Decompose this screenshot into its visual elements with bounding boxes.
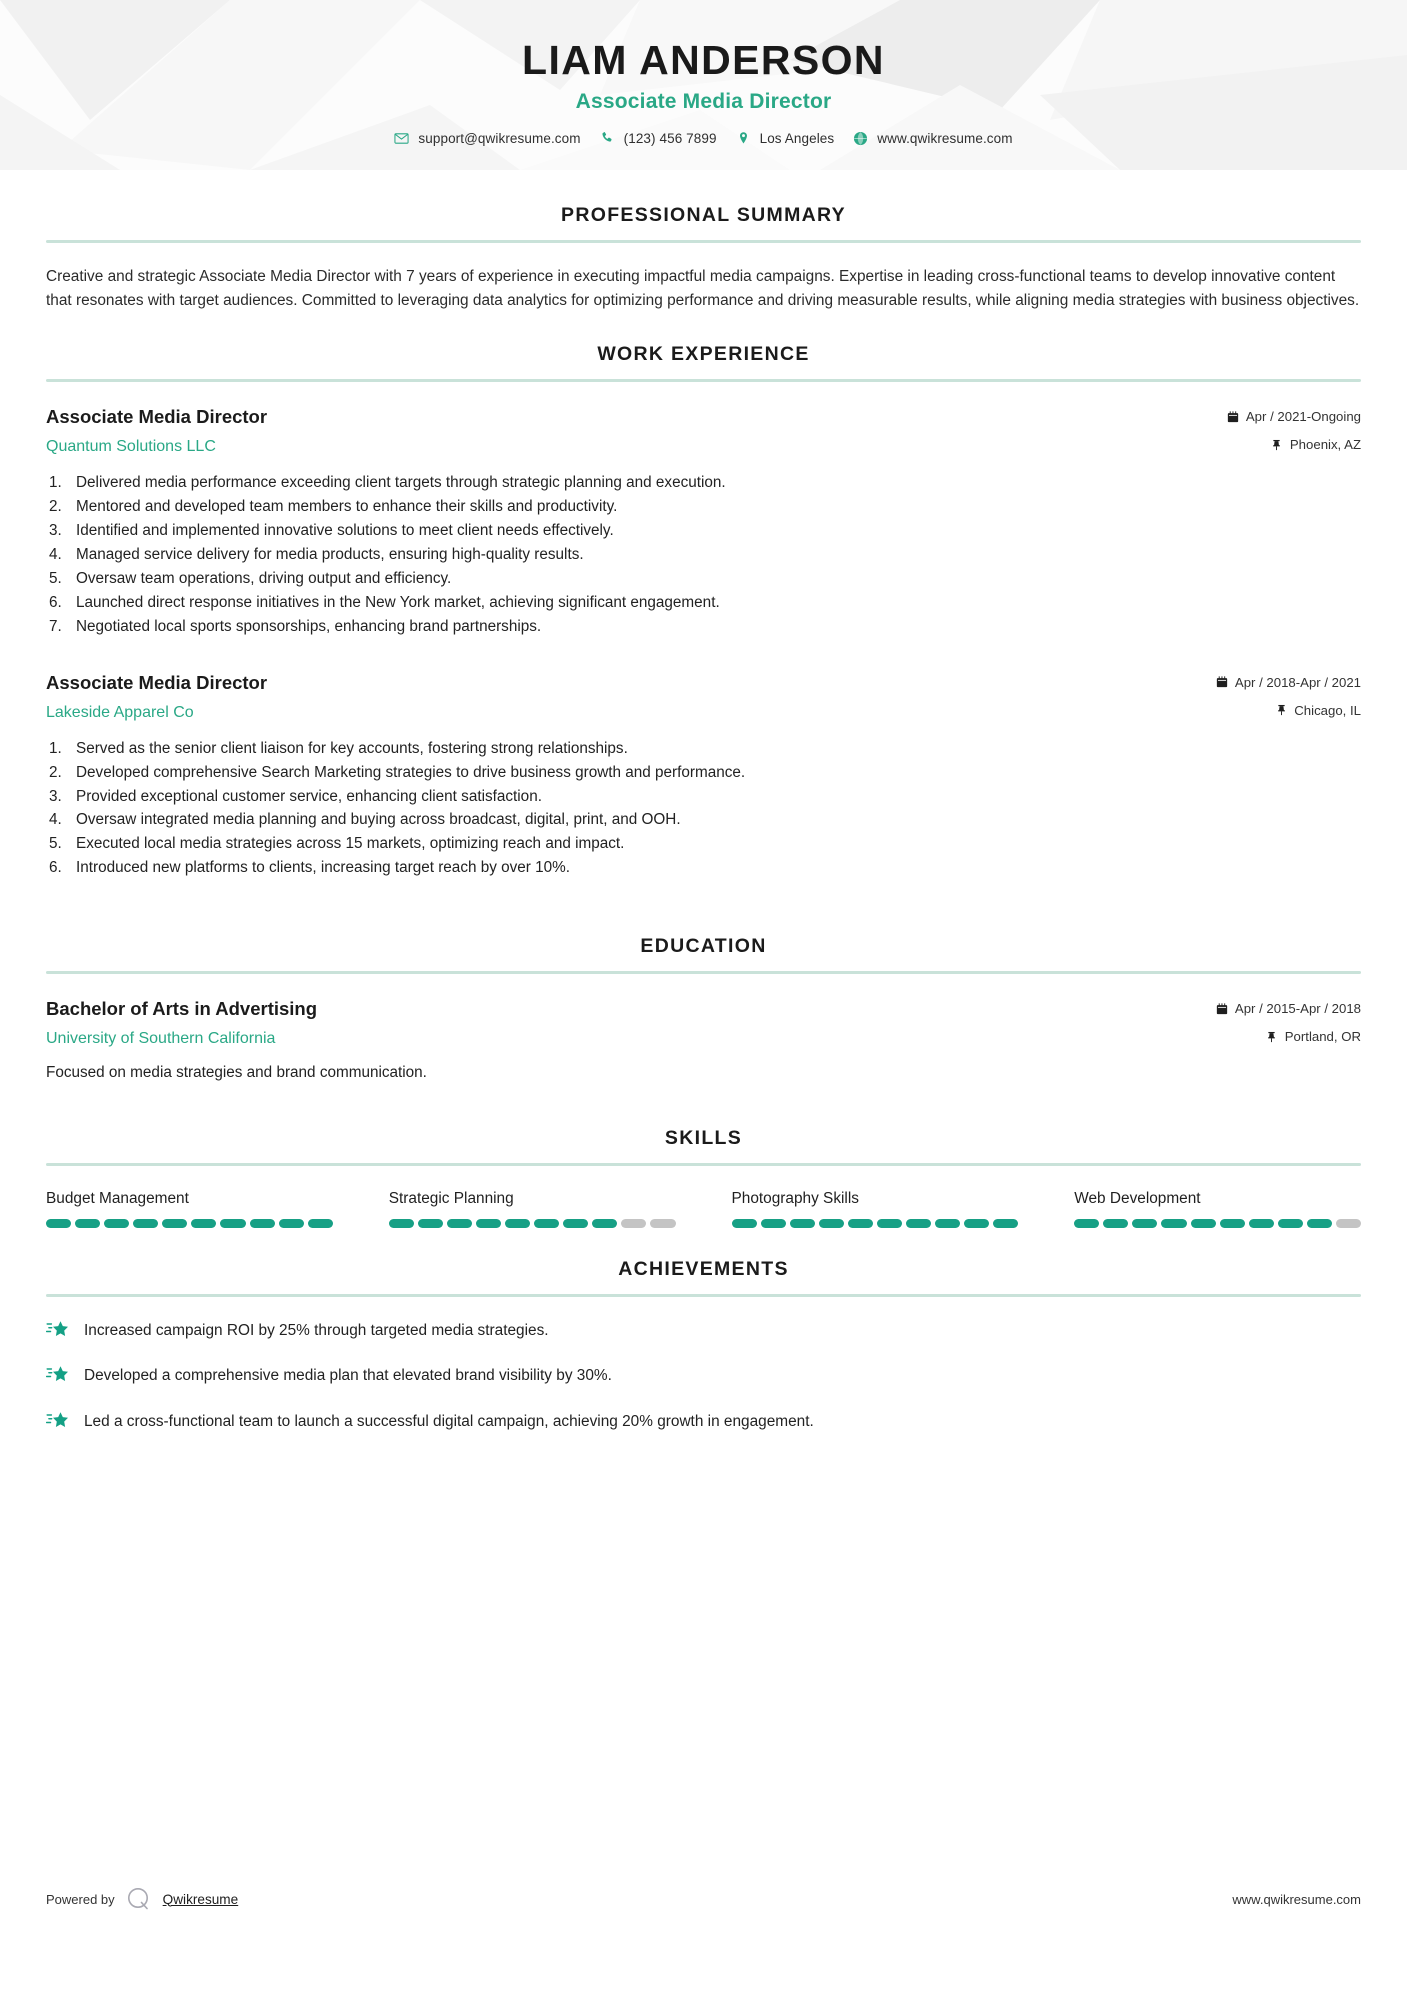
skill-meter-segment [191, 1219, 216, 1228]
work-entry-header [46, 671, 1361, 724]
work-bullet [46, 809, 1361, 832]
skill-meter-segment [877, 1219, 902, 1228]
skill-meter-segment [104, 1219, 129, 1228]
bullet-number: 3. [49, 787, 62, 805]
section-divider [46, 379, 1361, 382]
calendar-icon [1216, 1002, 1228, 1015]
work-location: Phoenix, AZ [1289, 437, 1361, 453]
section-divider [46, 1163, 1361, 1166]
section-divider [46, 1294, 1361, 1297]
work-entry-header [46, 405, 1361, 458]
email-icon [394, 131, 409, 146]
work-entry-left [46, 671, 1216, 724]
skill-meter-segment [476, 1219, 501, 1228]
work-bullet [46, 568, 1361, 591]
resume-content [0, 204, 1407, 1433]
footer-url: www.qwikresume.com [1232, 1891, 1361, 1907]
phone-icon [600, 131, 615, 146]
skill-meter-segment [906, 1219, 931, 1228]
bullet-number: 6. [49, 859, 62, 877]
work-entry-meta [1227, 405, 1361, 452]
skill-meter-segment [220, 1219, 245, 1228]
candidate-job-title: Associate Media Director [575, 89, 832, 113]
work-dates: Apr / 2021-Ongoing [1245, 409, 1361, 425]
skill-meter-segment [308, 1219, 333, 1228]
section-title-skills: SKILLS [664, 1127, 743, 1150]
skill-meter-segment [761, 1219, 786, 1228]
skill-meter-segment [1161, 1219, 1186, 1228]
skill-meter-segment [418, 1219, 443, 1228]
skill-meter-segment [534, 1219, 559, 1228]
skill-meter-segment [935, 1219, 960, 1228]
bullet-text: Oversaw integrated media planning and buying across broadcast, digital, print, and OOH. [76, 811, 681, 829]
education-dates-line [1216, 1001, 1361, 1016]
bullet-number: 4. [49, 546, 62, 564]
work-bullets [46, 738, 1361, 881]
qwikresume-link[interactable]: Qwikresume [162, 1891, 239, 1907]
achievement-text: Developed a comprehensive media plan that elevated brand visibility by 30%. [84, 1367, 612, 1385]
skill-meter-segment [447, 1219, 472, 1228]
skill-meter-segment [563, 1219, 588, 1228]
section-divider [46, 971, 1361, 974]
skill-meter-segment [389, 1219, 414, 1228]
skill-rating-meter [1074, 1219, 1361, 1228]
bullet-number: 2. [49, 498, 62, 516]
skill-item [1074, 1190, 1361, 1228]
section-title-work: WORK EXPERIENCE [597, 343, 810, 366]
skill-rating-meter [46, 1219, 333, 1228]
education-school: University of Southern California [46, 1030, 276, 1048]
skill-meter-segment [592, 1219, 617, 1228]
bullet-text: Provided exceptional customer service, enhancing client satisfaction. [76, 787, 542, 805]
education-description: Focused on media strategies and brand communication. [46, 1064, 427, 1082]
education-dates: Apr / 2015-Apr / 2018 [1234, 1001, 1361, 1017]
education-degree: Bachelor of Arts in Advertising [46, 998, 318, 1020]
education-location-line [1216, 1029, 1361, 1044]
spacer [46, 1085, 1361, 1127]
section-achievements [46, 1258, 1361, 1433]
work-bullet [46, 592, 1361, 615]
contact-email[interactable] [390, 131, 584, 146]
work-bullet [46, 857, 1361, 880]
work-entry [46, 405, 1361, 638]
skill-meter-segment [819, 1219, 844, 1228]
contact-phone[interactable] [596, 131, 721, 146]
education-entry-header [46, 997, 1361, 1050]
skill-meter-segment [1336, 1219, 1361, 1228]
section-professional-summary [46, 204, 1361, 313]
contact-location[interactable] [732, 131, 839, 146]
contact-email-text: support@qwikresume.com [418, 130, 581, 146]
star-icon [46, 1365, 70, 1387]
work-bullet [46, 762, 1361, 785]
skill-meter-segment [133, 1219, 158, 1228]
skill-item [732, 1190, 1019, 1228]
work-company: Lakeside Apparel Co [46, 703, 194, 721]
section-title-achievements: ACHIEVEMENTS [618, 1258, 789, 1281]
skill-meter-segment [1103, 1219, 1128, 1228]
candidate-name: LIAM ANDERSON [522, 37, 885, 83]
skill-meter-segment [1074, 1219, 1099, 1228]
bullet-number: 7. [49, 617, 62, 635]
skill-meter-segment [1249, 1219, 1274, 1228]
bullet-text: Served as the senior client liaison for key accounts, fostering strong relationships. [76, 739, 628, 757]
work-entry-left [46, 405, 1227, 458]
education-location: Portland, OR [1284, 1029, 1361, 1045]
summary-paragraph: Creative and strategic Associate Media Director with 7 years of experience in executing impactful media campaigns. Expertise in leading cross-functional teams to develop innovative content that resonates with target audiences. Committed to leveraging data analytics for optimizing performance and driving measurable results, while aligning media strategies with business objectives. [46, 268, 1360, 310]
education-entry [46, 997, 1361, 1085]
achievement-item [46, 1364, 1361, 1387]
work-bullet [46, 616, 1361, 639]
achievement-text: Led a cross-functional team to launch a successful digital campaign, achieving 20% growth in engagement. [84, 1412, 814, 1430]
bullet-number: 4. [49, 811, 62, 829]
bullet-text: Mentored and developed team members to enhance their skills and productivity. [76, 498, 618, 516]
bullet-text: Introduced new platforms to clients, increasing target reach by over 10%. [76, 859, 571, 877]
skill-meter-segment [279, 1219, 304, 1228]
qwikresume-logo-icon [126, 1886, 152, 1912]
skill-item [46, 1190, 333, 1228]
bullet-number: 5. [49, 835, 62, 853]
skill-meter-segment [1132, 1219, 1157, 1228]
skill-meter-segment [505, 1219, 530, 1228]
achievement-text: Increased campaign ROI by 25% through targeted media strategies. [84, 1322, 549, 1340]
work-location: Chicago, IL [1294, 702, 1361, 718]
bullet-text: Developed comprehensive Search Marketing strategies to drive business growth and performance. [76, 763, 746, 781]
achievement-item [46, 1319, 1361, 1342]
section-divider [46, 240, 1361, 243]
work-bullet [46, 544, 1361, 567]
calendar-icon [1216, 676, 1228, 689]
work-bullet [46, 833, 1361, 856]
skill-label: Web Development [1074, 1190, 1201, 1208]
skill-meter-segment [1191, 1219, 1216, 1228]
work-bullet [46, 786, 1361, 809]
contact-location-text: Los Angeles [759, 130, 835, 146]
star-icon [46, 1411, 70, 1433]
spacer [46, 881, 1361, 935]
work-entry-meta [1216, 671, 1361, 718]
skill-item [389, 1190, 676, 1228]
bullet-text: Negotiated local sports sponsorships, enhancing brand partnerships. [76, 617, 542, 635]
bullet-text: Executed local media strategies across 15 markets, optimizing reach and impact. [76, 835, 625, 853]
contact-website-text: www.qwikresume.com [877, 130, 1013, 146]
skill-rating-meter [732, 1219, 1019, 1228]
bullet-text: Launched direct response initiatives in the New York market, achieving significant engagement. [76, 593, 720, 611]
calendar-icon [1227, 410, 1239, 423]
work-position: Associate Media Director [46, 406, 268, 428]
bullet-number: 1. [49, 739, 62, 757]
work-bullet [46, 472, 1361, 495]
bullet-number: 1. [49, 474, 62, 492]
skill-label: Photography Skills [731, 1190, 859, 1208]
work-bullets [46, 472, 1361, 639]
star-icon [46, 1320, 70, 1342]
achievement-item [46, 1410, 1361, 1433]
globe-icon [853, 131, 868, 146]
bullet-text: Delivered media performance exceeding client targets through strategic planning and execution. [76, 474, 726, 492]
spacer [46, 313, 1361, 343]
skill-meter-segment [964, 1219, 989, 1228]
skill-rating-meter [389, 1219, 676, 1228]
contact-website[interactable] [849, 131, 1016, 146]
achievements-list [46, 1319, 1361, 1433]
bullet-number: 2. [49, 763, 62, 781]
skill-meter-segment [732, 1219, 757, 1228]
skill-meter-segment [993, 1219, 1018, 1228]
location-pin-icon [736, 131, 751, 146]
powered-by-label: Powered by [46, 1891, 115, 1907]
work-position: Associate Media Director [46, 671, 268, 693]
education-entry-left [46, 997, 1216, 1050]
bullet-number: 3. [49, 522, 62, 540]
page-footer [46, 1886, 1361, 1912]
work-company: Quantum Solutions LLC [46, 438, 216, 456]
work-dates-line [1216, 675, 1361, 690]
spacer [46, 1228, 1361, 1258]
education-entry-meta [1216, 997, 1361, 1044]
skill-meter-segment [162, 1219, 187, 1228]
contact-bar [0, 131, 1407, 146]
skill-meter-segment [75, 1219, 100, 1228]
bullet-text: Oversaw team operations, driving output and efficiency. [76, 569, 452, 587]
skill-label: Budget Management [46, 1190, 189, 1208]
skill-meter-segment [1220, 1219, 1245, 1228]
skill-meter-segment [1278, 1219, 1303, 1228]
work-bullet [46, 520, 1361, 543]
work-dates-line [1227, 409, 1361, 424]
work-bullet [46, 738, 1361, 761]
skills-grid [46, 1190, 1361, 1228]
work-entry [46, 671, 1361, 880]
skill-meter-segment [848, 1219, 873, 1228]
skill-meter-segment [621, 1219, 646, 1228]
resume-header [0, 0, 1407, 170]
work-location-line [1227, 437, 1361, 452]
section-education [46, 935, 1361, 1085]
work-bullet [46, 496, 1361, 519]
skill-meter-segment [46, 1219, 71, 1228]
footer-branding [46, 1886, 238, 1912]
skill-meter-segment [790, 1219, 815, 1228]
skill-meter-segment [650, 1219, 675, 1228]
pushpin-icon [1275, 704, 1287, 717]
skill-meter-segment [1307, 1219, 1332, 1228]
bullet-text: Managed service delivery for media products, ensuring high-quality results. [76, 546, 584, 564]
section-work-experience [46, 343, 1361, 880]
skill-label: Strategic Planning [388, 1190, 514, 1208]
work-dates: Apr / 2018-Apr / 2021 [1234, 674, 1361, 690]
skill-meter-segment [250, 1219, 275, 1228]
section-skills [46, 1127, 1361, 1228]
bullet-number: 5. [49, 569, 62, 587]
bullet-number: 6. [49, 593, 62, 611]
work-location-line [1216, 703, 1361, 718]
section-title-education: EDUCATION [640, 935, 767, 958]
pushpin-icon [1271, 438, 1283, 451]
section-title-summary: PROFESSIONAL SUMMARY [561, 204, 846, 226]
bullet-text: Identified and implemented innovative solutions to meet client needs effectively. [76, 522, 614, 540]
pushpin-icon [1266, 1030, 1278, 1043]
contact-phone-text: (123) 456 7899 [623, 130, 717, 146]
